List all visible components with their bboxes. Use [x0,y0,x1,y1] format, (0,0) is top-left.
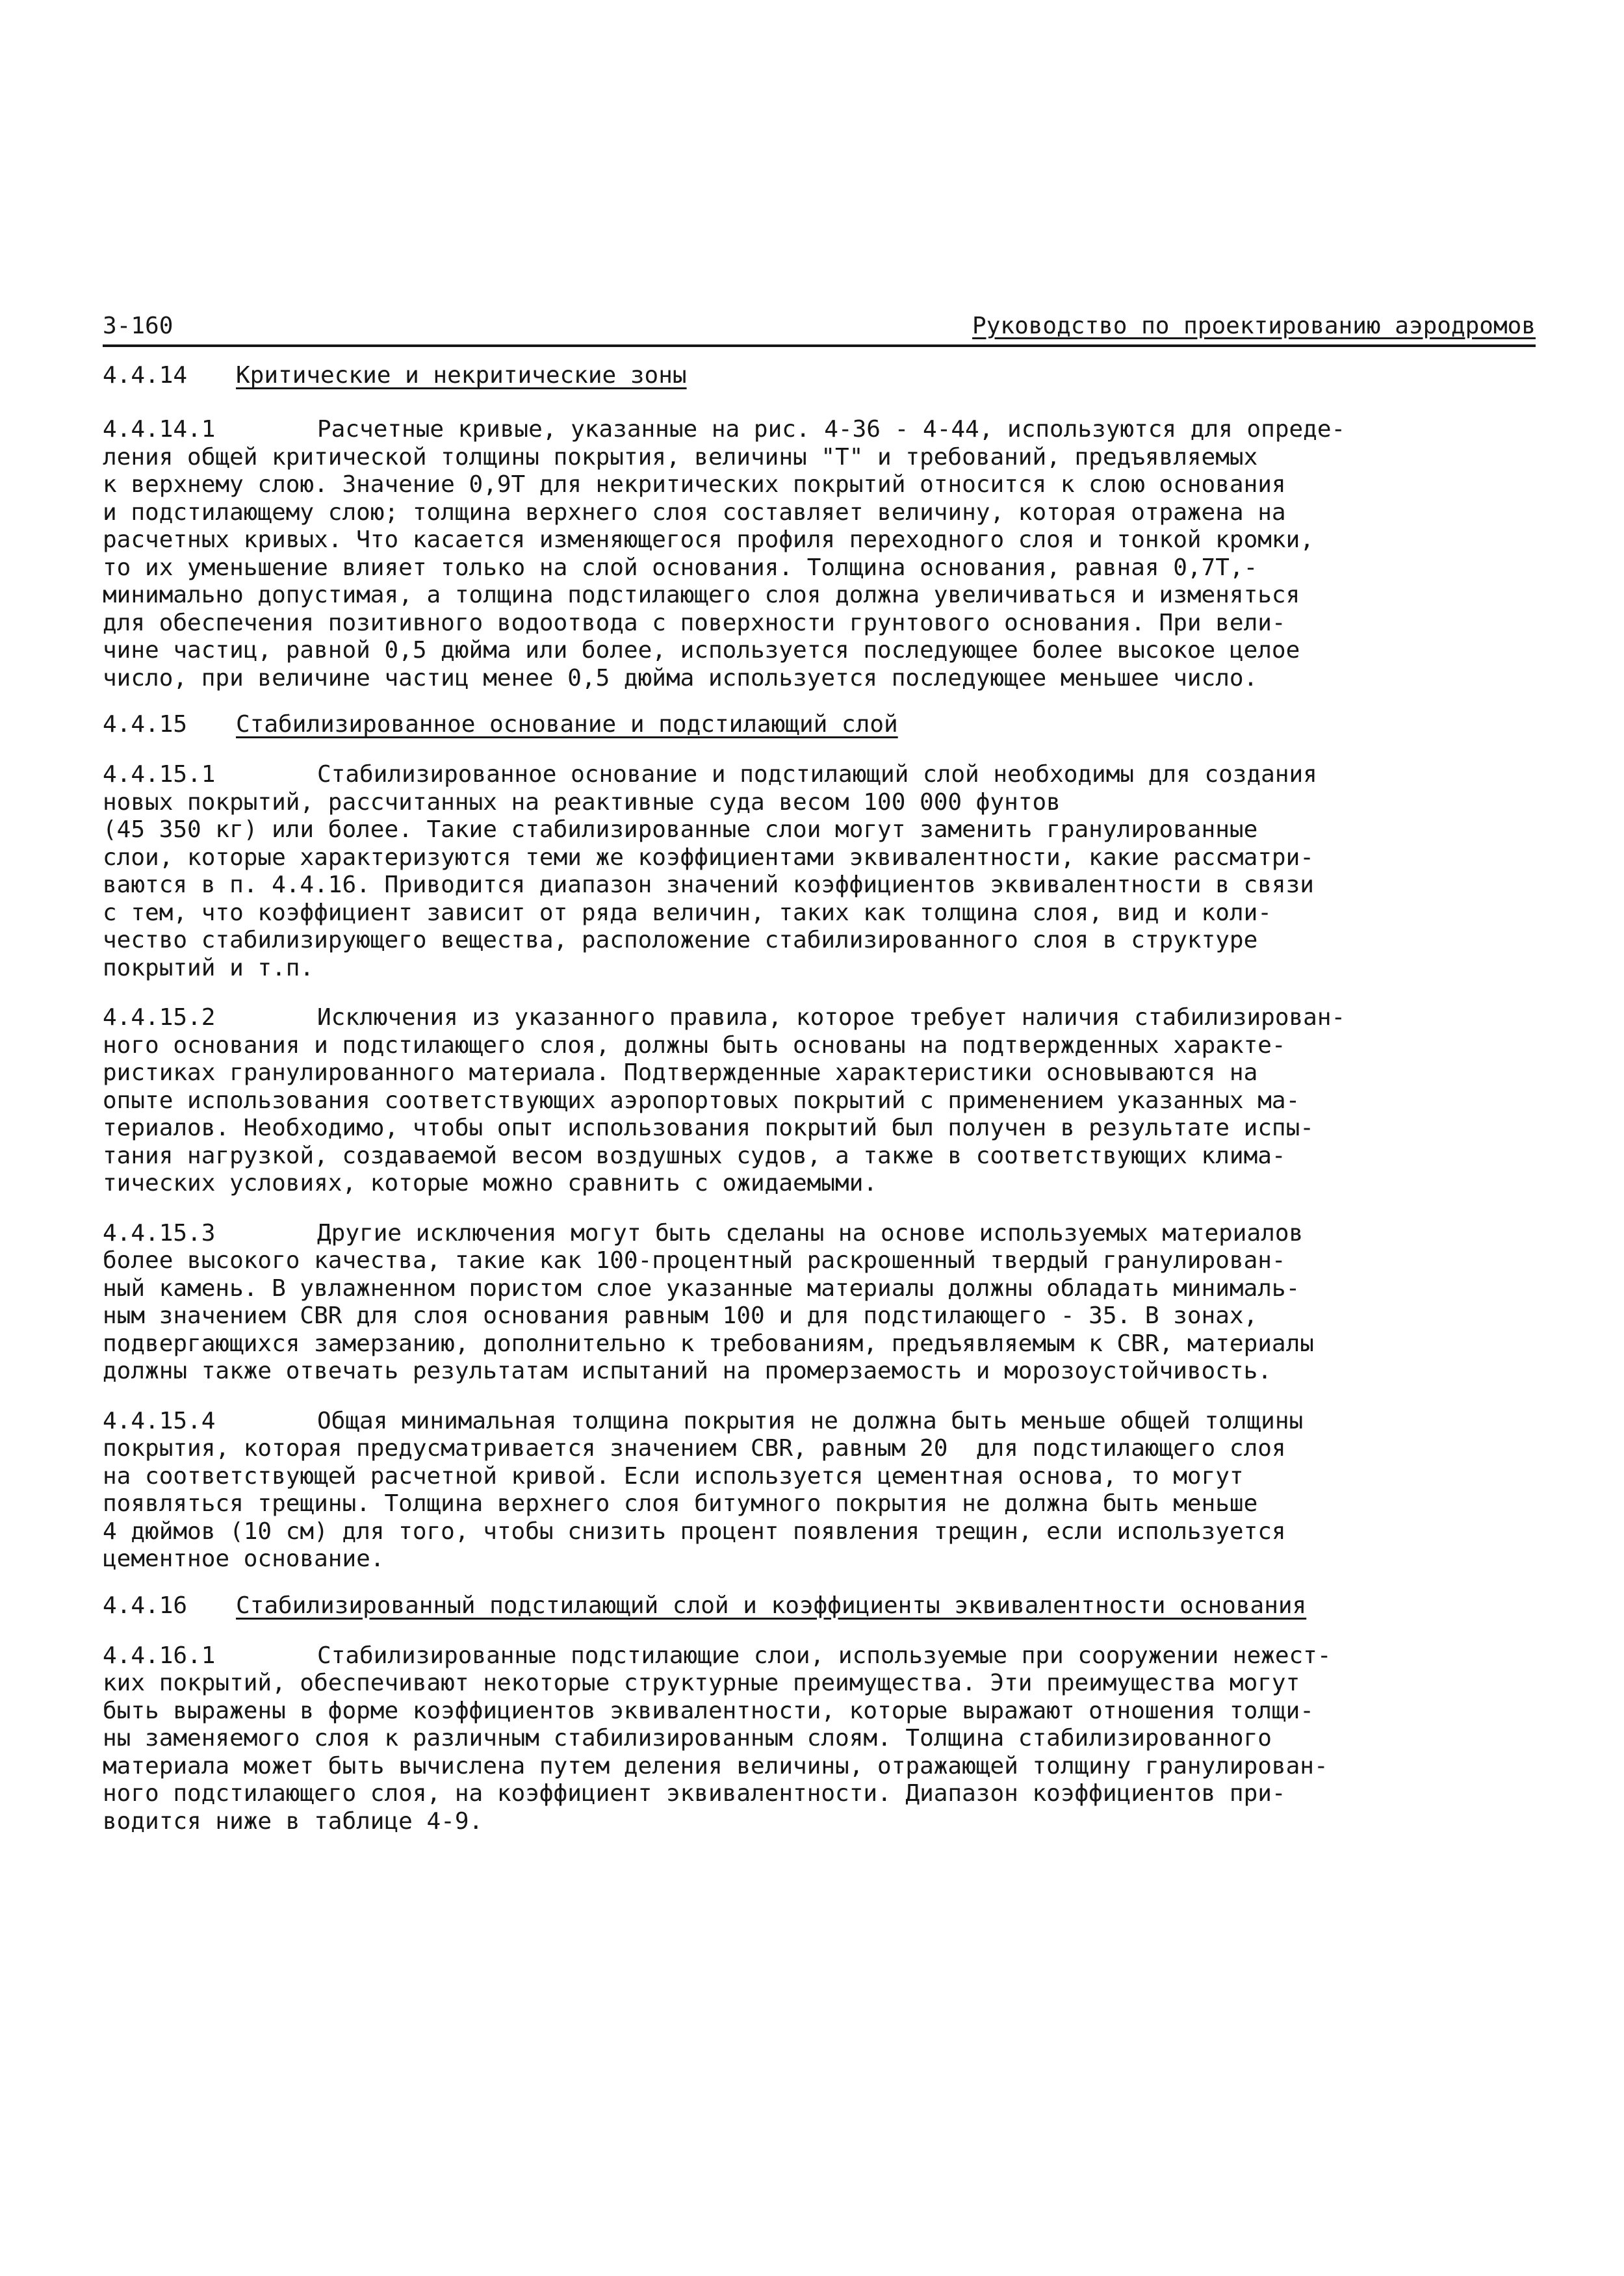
paragraph-line: тических условиях, которые можно сравнить с ожидаемыми. [103,1170,878,1196]
paragraph-line: ным значением CBR для слоя основания равным 100 и для подстилающего - 35. В зонах, [103,1302,1258,1329]
paragraph-4-4-15-3 [103,1220,1536,1386]
section-number: 4.4.14 [103,362,188,389]
paragraph-number: 4.4.15.1 [103,761,216,788]
paragraph-line: ны заменяемого слоя к различным стабилизированным слоям. Толщина стабилизированного [103,1725,1272,1752]
paragraph-line: (45 350 кг) или более. Такие стабилизированные слои могут заменить гранулированные [103,816,1258,843]
paragraph-line: к верхнему слою. Значение 0,9T для некритических покрытий относится к слою основания [103,471,1286,498]
paragraph-4-4-15-1 [103,761,1536,982]
paragraph-line: подвергающихся замерзанию, дополнительно к требованиям, предъявляемым к CBR, материалы [103,1330,1314,1357]
paragraph-line: чество стабилизирующего вещества, расположение стабилизированного слоя в структуре [103,927,1258,953]
paragraph-line: покрытий и т.п. [103,954,315,981]
paragraph-line: опыте использования соответствующих аэропортовых покрытий с применением указанных ма- [103,1087,1300,1114]
running-header [103,312,1536,347]
paragraph-line: на соответствующей расчетной кривой. Если используется цементная основа, то могут [103,1462,1244,1490]
paragraph-line: появляться трещины. Толщина верхнего слоя битумного покрытия не должна быть меньше [103,1490,1258,1517]
paragraph-4-4-16-1 [103,1642,1536,1836]
paragraph-4-4-15-4 [103,1408,1536,1573]
paragraph-line: для обеспечения позитивного водоотвода с поверхности грунтового основания. При вели- [103,609,1286,636]
document-page [103,312,1536,1835]
paragraph-line: слои, которые характеризуются теми же коэффициентами эквивалентности, какие рассматри- [103,844,1314,871]
paragraph-line: Общая минимальная толщина покрытия не должна быть меньше общей толщины [317,1407,1304,1434]
paragraph-line: ный камень. В увлажненном пористом слое указанные материалы должны обладать минималь- [103,1274,1300,1302]
paragraph-line: териалов. Необходимо, чтобы опыт использования покрытий был получен в результате испы- [103,1115,1314,1141]
section-number: 4.4.15 [103,711,188,738]
paragraph-line: Исключения из указанного правила, которое требует наличия стабилизирован- [317,1004,1346,1031]
paragraph-line: ления общей критической толщины покрытия, величины "T" и требований, предъявляемых [103,443,1258,471]
paragraph-line: ристиках гранулированного материала. Подтвержденные характеристики основываются на [103,1059,1258,1086]
paragraph-number: 4.4.15.4 [103,1407,216,1434]
page-number: 3-160 [103,313,174,339]
paragraph-line: минимально допустимая, а толщина подстилающего слоя должна увеличиваться и изменяться [103,582,1300,608]
paragraph-line: Другие исключения могут быть сделаны на основе используемых материалов [317,1219,1304,1247]
paragraph-line: с тем, что коэффициент зависит от ряда величин, таких как толщина слоя, вид и коли- [103,899,1272,926]
section-title: Стабилизированное основание и подстилающий слой [236,711,898,738]
section-heading-4-4-14 [103,361,1536,390]
paragraph-line: более высокого качества, такие как 100-процентный раскрошенный твердый гранулирован- [103,1247,1286,1274]
paragraph-line: покрытия, которая предусматривается значением CBR, равным 20 для подстилающего слоя [103,1435,1286,1462]
paragraph-line: и подстилающему слою; толщина верхнего слоя составляет величину, которая отражена на [103,498,1286,526]
paragraph-number: 4.4.15.3 [103,1219,216,1247]
paragraph-line: чине частиц, равной 0,5 дюйма или более, используется последующее более высокое целое [103,637,1300,664]
paragraph-line: ваются в п. 4.4.16. Приводится диапазон значений коэффициентов эквивалентности в связи [103,872,1314,898]
paragraph-number: 4.4.14.1 [103,416,216,443]
paragraph-line: новых покрытий, рассчитанных на реактивные суда весом 100 000 фунтов [103,788,1061,816]
paragraph-line: материала может быть вычислена путем деления величины, отражающей толщину гранулирован- [103,1752,1328,1779]
paragraph-line: должны также отвечать результатам испытаний на промерзаемость и морозоустойчивость. [103,1358,1272,1384]
paragraph-line: тания нагрузкой, создаваемой весом воздушных судов, а также в соответствующих клима- [103,1142,1286,1169]
paragraph-line: ного подстилающего слоя, на коэффициент эквивалентности. Диапазон коэффициентов при- [103,1780,1286,1807]
paragraph-line: цементное основание. [103,1545,385,1572]
paragraph-line: число, при величине частиц менее 0,5 дюйма используется последующее меньшее число. [103,664,1258,692]
paragraph-line: 4 дюймов (10 см) для того, чтобы снизить процент появления трещин, если используется [103,1518,1286,1545]
section-number: 4.4.16 [103,1592,188,1619]
paragraph-line: Стабилизированное основание и подстилающий слой необходимы для создания [317,761,1317,788]
document-title: Руководство по проектированию аэродромов [972,313,1536,339]
section-title: Стабилизированный подстилающий слой и коэффициенты эквивалентности основания [236,1592,1307,1619]
section-heading-4-4-15 [103,710,1536,739]
section-heading-4-4-16 [103,1592,1536,1620]
paragraph-number: 4.4.15.2 [103,1004,216,1031]
paragraph-line: ких покрытий, обеспечивают некоторые структурные преимущества. Эти преимущества могут [103,1670,1300,1696]
paragraph-line: расчетных кривых. Что касается изменяющегося профиля переходного слоя и тонкой кромки, [103,526,1314,553]
paragraph-line: то их уменьшение влияет только на слой основания. Толщина основания, равная 0,7T,- [103,554,1258,581]
section-title: Критические и некритические зоны [236,362,687,389]
paragraph-line: водится ниже в таблице 4-9. [103,1807,483,1835]
paragraph-line: быть выражены в форме коэффициентов эквивалентности, которые выражают отношения толщи- [103,1697,1314,1724]
paragraph-line: ного основания и подстилающего слоя, должны быть основаны на подтвержденных характе- [103,1031,1286,1059]
paragraph-4-4-15-2 [103,1004,1536,1198]
paragraph-line: Стабилизированные подстилающие слои, используемые при сооружении нежест- [317,1642,1332,1669]
paragraph-line: Расчетные кривые, указанные на рис. 4-36 - 4-44, используются для опреде- [317,416,1346,443]
paragraph-4-4-14-1 [103,416,1536,692]
paragraph-number: 4.4.16.1 [103,1642,216,1669]
